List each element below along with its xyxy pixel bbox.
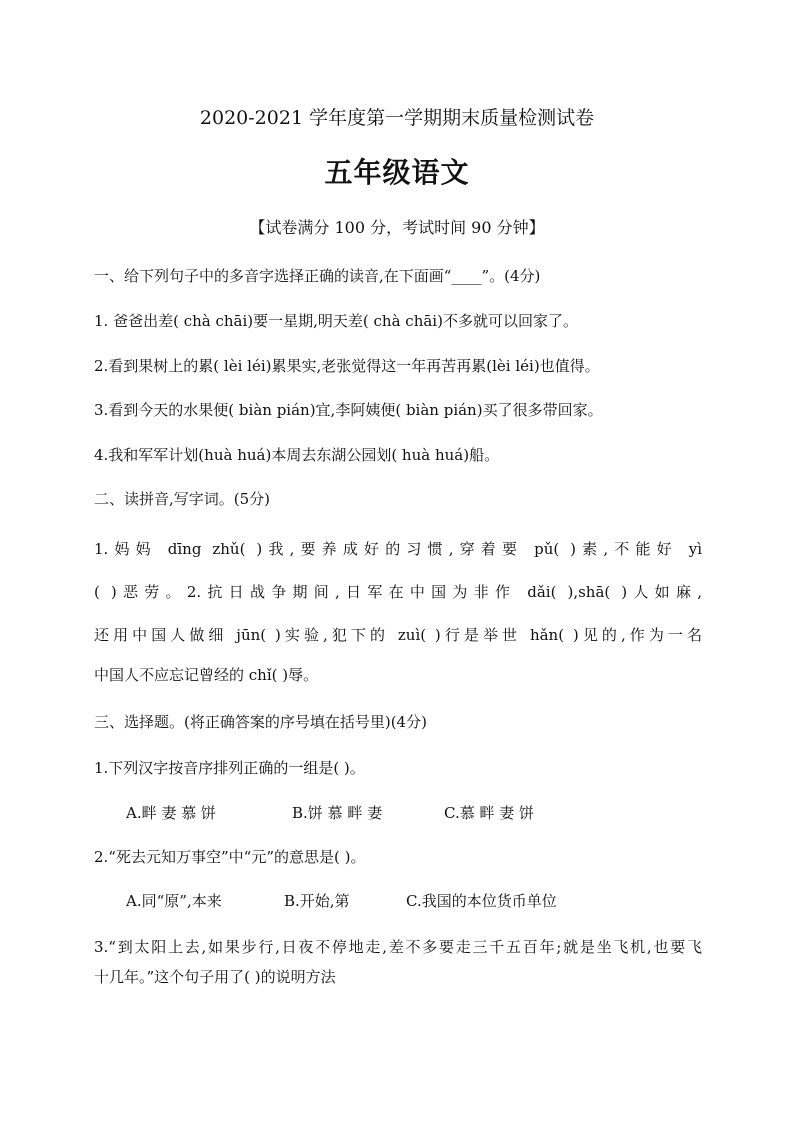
question-1-options (126, 803, 702, 823)
section2-line: 中国人不应忘记曾经的 chǐ( )辱。 (94, 666, 319, 684)
section2-line: 还用中国人做细 jūn( )实验,犯下的 zuì( )行是举世 hǎn( )见的,作为一名 (94, 626, 702, 644)
section1-heading: 一、给下列句子中的多音字选择正确的读音,在下面画“____”。(4分) (94, 267, 541, 285)
question-1: 1.下列汉字按音序排列正确的一组是( )。 (94, 759, 365, 777)
section1-item: 4.我和军军计划(huà huá)本周去东湖公园划( huà huá)船。 (94, 446, 500, 464)
section1-item: 1. 爸爸出差( chà chāi)要一星期,明天差( chà chāi)不多就可以回家了。 (94, 312, 578, 330)
option-c: C.我国的本位货币单位 (406, 892, 557, 910)
section2-line: ( )恶劳。2.抗日战争期间,日军在中国为非作 dǎi( ),shā( )人如麻, (94, 583, 702, 601)
question-3-line1: 3.“到太阳上去,如果步行,日夜不停地走,差不多要走三千五百年;就是坐飞机,也要飞 (94, 938, 702, 956)
option-a: A.同“原”,本来 (126, 892, 222, 910)
section1-item: 3.看到今天的水果便( biàn pián)宜,李阿姨便( biàn pián)买了很多带回家。 (94, 401, 603, 419)
option-b: B.开始,第 (284, 892, 350, 910)
exam-title: 2020-2021 学年度第一学期期末质量检测试卷 (199, 107, 595, 129)
exam-info: 【试卷满分 100 分，考试时间 90 分钟】 (249, 218, 545, 237)
option-a: A.畔 妻 慕 饼 (126, 804, 216, 822)
subject-title: 五年级语文 (324, 156, 470, 189)
question-2: 2.“死去元知万事空”中“元”的意思是( )。 (94, 848, 366, 866)
question-2-options (126, 891, 702, 911)
section2-line: 1.妈妈 dīng zhǔ( )我,要养成好的习惯,穿着要 pǔ( )素,不能好 yì (94, 540, 702, 558)
section1-item: 2.看到果树上的累( lèi léi)累果实,老张觉得这一年再苦再累(lèi léi)也值得。 (94, 357, 600, 375)
section2-heading: 二、读拼音,写字词。(5分) (94, 490, 271, 508)
option-b: B.饼 慕 畔 妻 (292, 804, 383, 822)
question-3-line2: 十几年。”这个句子用了( )的说明方法 (94, 968, 336, 986)
section3-heading: 三、选择题。(将正确答案的序号填在括号里)(4分) (94, 713, 427, 731)
option-c: C.慕 畔 妻 饼 (444, 804, 535, 822)
